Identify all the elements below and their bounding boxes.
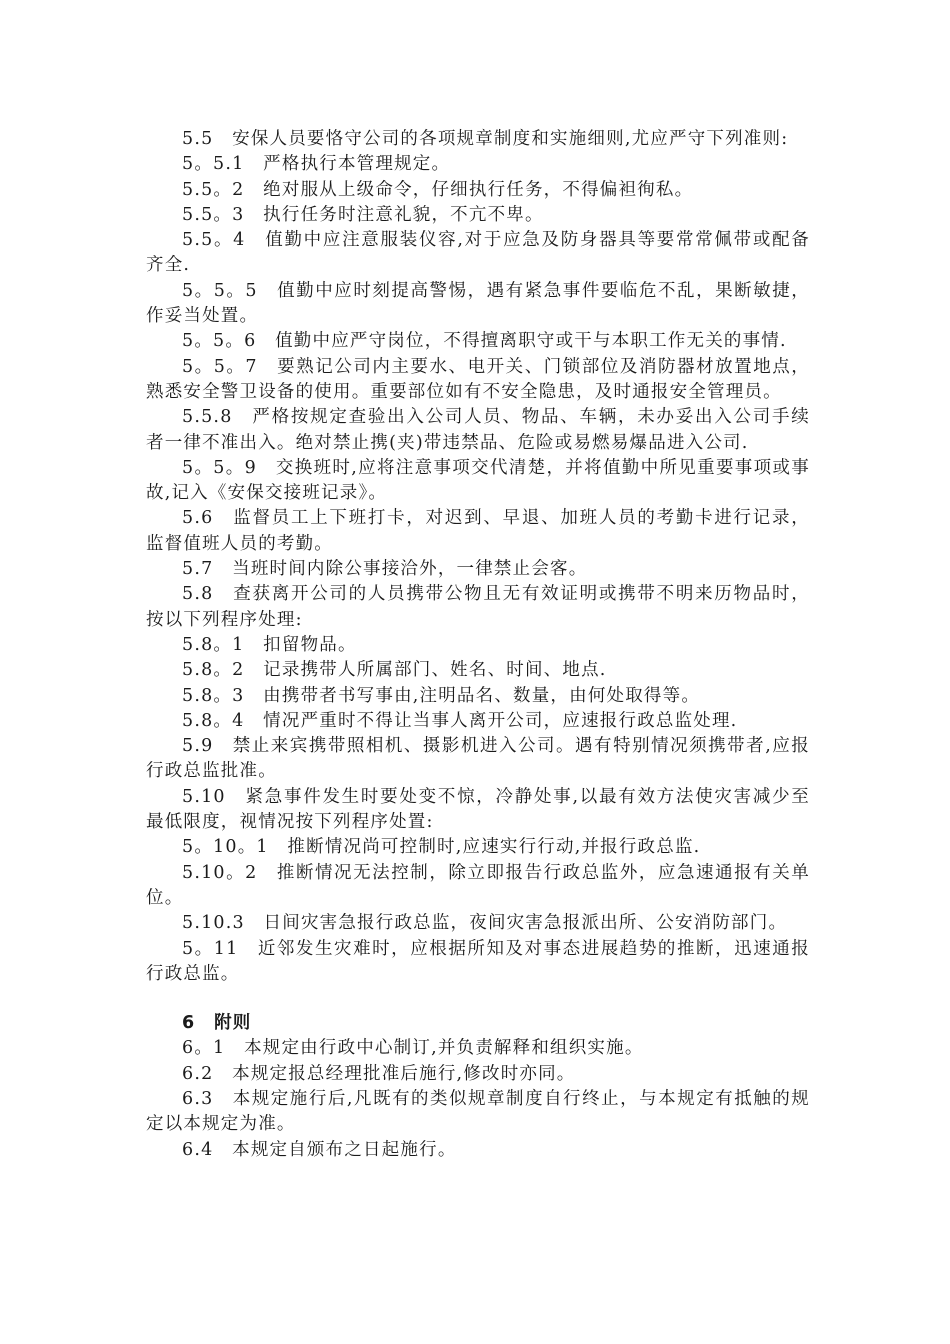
rule-5-9: 5.9 禁止来宾携带照相机、摄影机进入公司。遇有特别情况须携带者,应报行政总监批准。 — [146, 736, 810, 782]
rule-5-5-8: 5.5.8 严格按规定查验出入公司人员、物品、车辆，未办妥出入公司手续者一律不准出入。绝对禁止携(夹)带违禁品、危险或易燃易爆品进入公司. — [146, 407, 810, 453]
rule-5-5-6: 5。5。6 值勤中应严守岗位，不得擅离职守或干与本职工作无关的事情. — [182, 331, 787, 352]
rule-5-5-3: 5.5。3 执行任务时注意礼貌，不亢不卑。 — [182, 204, 544, 225]
rule-5-5-7: 5。5。7 要熟记公司内主要水、电开关、门锁部位及消防器材放置地点，熟悉安全警卫设备的使用。重要部位如有不安全隐患，及时通报安全管理员。 — [146, 356, 810, 402]
document-page — [146, 127, 810, 1163]
appendix-rule-6-2: 6.2 本规定报总经理批准后施行,修改时亦同。 — [182, 1063, 576, 1084]
rule-5-8-2: 5.8。2 记录携带人所属部门、姓名、时间、地点. — [182, 660, 607, 681]
appendix-heading: 6 附则 — [182, 1013, 252, 1034]
appendix-rule-6-1: 6。1 本规定由行政中心制订,并负责解释和组织实施。 — [182, 1038, 644, 1059]
rule-5-10-1: 5。10。1 推断情况尚可控制时,应速实行行动,并报行政总监. — [182, 837, 701, 858]
rule-5-8-4: 5.8。4 情况严重时不得让当事人离开公司，应速报行政总监处理. — [182, 710, 738, 731]
rule-5-7: 5.7 当班时间内除公事接洽外，一律禁止会客。 — [182, 559, 588, 580]
rule-5-8: 5.8 查获离开公司的人员携带公物且无有效证明或携带不明来历物品时，按以下列程序处理: — [146, 584, 810, 630]
rule-5-11: 5。11 近邻发生灾难时，应根据所知及对事态进展趋势的推断，迅速通报行政总监。 — [146, 938, 810, 984]
rule-5-10: 5.10 紧急事件发生时要处变不惊，冷静处事,以最有效方法使灾害减少至最低限度，视情况按下列程序处置: — [146, 786, 810, 833]
section-spacer — [146, 987, 810, 1011]
rule-5-8-1: 5.8。1 扣留物品。 — [182, 634, 357, 655]
rule-5-10-3: 5.10.3 日间灾害急报行政总监，夜间灾害急报派出所、公安消防部门。 — [182, 913, 788, 934]
appendix-section — [146, 1011, 810, 1163]
rule-5-5-9: 5。5。9 交换班时,应将注意事项交代清楚，并将值勤中所见重要事项或事故,记入《安保交接班记录》。 — [146, 457, 810, 504]
section-5-body — [146, 127, 810, 987]
appendix-rule-6-3: 6.3 本规定施行后,凡既有的类似规章制度自行终止，与本规定有抵触的规定以本规定为准。 — [146, 1088, 810, 1135]
rule-5-6: 5.6 监督员工上下班打卡，对迟到、早退、加班人员的考勤卡进行记录，监督值班人员的考勤。 — [146, 508, 810, 554]
rule-5-5-4: 5.5。4 值勤中应注意服装仪容,对于应急及防身器具等要常常佩带或配备齐全. — [146, 230, 810, 276]
rule-5-5-2: 5.5。2 绝对服从上级命令，仔细执行任务，不得偏袒徇私。 — [182, 179, 694, 200]
rule-5-8-3: 5.8。3 由携带者书写事由,注明品名、数量，由何处取得等。 — [182, 685, 701, 706]
appendix-rule-6-4: 6.4 本规定自颁布之日起施行。 — [182, 1139, 457, 1160]
rule-5-5-1: 5。5.1 严格执行本管理规定。 — [182, 154, 451, 175]
rule-5-5-5: 5。5。5 值勤中应时刻提高警惕，遇有紧急事件要临危不乱，果断敏捷，作妥当处置。 — [146, 280, 810, 327]
rule-5-5: 5.5 安保人员要恪守公司的各项规章制度和实施细则,尤应严守下列准则: — [182, 129, 789, 149]
rule-5-10-2: 5.10。2 推断情况无法控制，除立即报告行政总监外，应急速通报有关单位。 — [146, 862, 810, 908]
